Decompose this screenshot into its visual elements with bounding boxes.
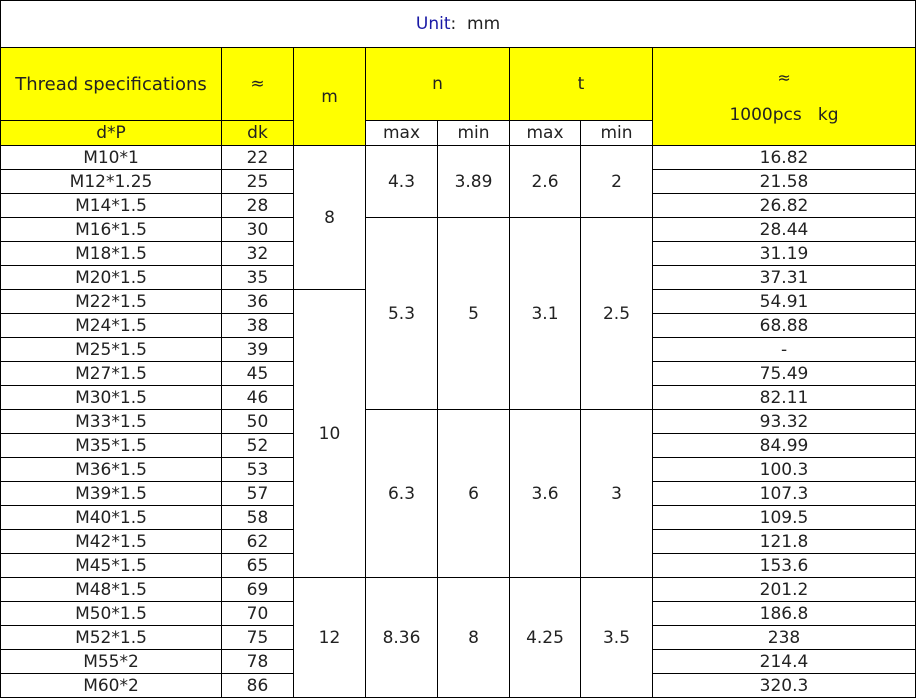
thread-spec-cell: M36*1.5 bbox=[1, 458, 222, 482]
header-row-1 bbox=[1, 48, 916, 121]
dk-cell: 22 bbox=[222, 146, 294, 170]
n-min-cell: 6 bbox=[438, 410, 510, 578]
t-min-header: min bbox=[581, 121, 653, 146]
n-min-header: min bbox=[438, 121, 510, 146]
weight-cell: 153.6 bbox=[653, 554, 916, 578]
dk-cell: 70 bbox=[222, 602, 294, 626]
n-max-cell: 4.3 bbox=[366, 146, 438, 218]
weight-cell: 54.91 bbox=[653, 290, 916, 314]
weight-cell: 82.11 bbox=[653, 386, 916, 410]
thread-spec-cell: M16*1.5 bbox=[1, 218, 222, 242]
dk-cell: 62 bbox=[222, 530, 294, 554]
dk-header: dk bbox=[222, 121, 294, 146]
weight-cell: 100.3 bbox=[653, 458, 916, 482]
table-row bbox=[1, 578, 916, 602]
unit-row bbox=[1, 1, 916, 48]
unit-cell bbox=[1, 1, 916, 48]
n-min-cell: 8 bbox=[438, 578, 510, 698]
thread-spec-cell: M30*1.5 bbox=[1, 386, 222, 410]
n-max-header: max bbox=[366, 121, 438, 146]
thread-spec-cell: M14*1.5 bbox=[1, 194, 222, 218]
thread-spec-cell: M33*1.5 bbox=[1, 410, 222, 434]
thread-spec-cell: M12*1.25 bbox=[1, 170, 222, 194]
thread-spec-cell: M52*1.5 bbox=[1, 626, 222, 650]
thread-spec-cell: M40*1.5 bbox=[1, 506, 222, 530]
weight-cell: - bbox=[653, 338, 916, 362]
thread-spec-cell: M55*2 bbox=[1, 650, 222, 674]
thread-spec-header: Thread specifications bbox=[1, 48, 222, 121]
weight-cell: 238 bbox=[653, 626, 916, 650]
unit-separator: : bbox=[450, 14, 457, 34]
weight-cell: 214.4 bbox=[653, 650, 916, 674]
dk-cell: 58 bbox=[222, 506, 294, 530]
unit-label: Unit bbox=[415, 14, 451, 34]
weight-approx-symbol: ≈ bbox=[777, 68, 791, 87]
thread-spec-cell: M27*1.5 bbox=[1, 362, 222, 386]
dk-cell: 78 bbox=[222, 650, 294, 674]
dk-cell: 38 bbox=[222, 314, 294, 338]
thread-spec-cell: M48*1.5 bbox=[1, 578, 222, 602]
t-max-cell: 4.25 bbox=[510, 578, 581, 698]
t-min-cell: 2.5 bbox=[581, 218, 653, 410]
dk-cell: 35 bbox=[222, 266, 294, 290]
dk-cell: 46 bbox=[222, 386, 294, 410]
dk-cell: 69 bbox=[222, 578, 294, 602]
thread-spec-cell: M35*1.5 bbox=[1, 434, 222, 458]
n-min-cell: 5 bbox=[438, 218, 510, 410]
t-min-cell: 2 bbox=[581, 146, 653, 218]
n-max-cell: 8.36 bbox=[366, 578, 438, 698]
dp-header: d*P bbox=[1, 121, 222, 146]
t-header: t bbox=[510, 48, 653, 121]
thread-spec-cell: M39*1.5 bbox=[1, 482, 222, 506]
t-max-header: max bbox=[510, 121, 581, 146]
weight-cell: 84.99 bbox=[653, 434, 916, 458]
m-cell: 10 bbox=[294, 290, 366, 578]
thread-spec-cell: M22*1.5 bbox=[1, 290, 222, 314]
weight-cell: 107.3 bbox=[653, 482, 916, 506]
n-max-cell: 6.3 bbox=[366, 410, 438, 578]
thread-spec-cell: M10*1 bbox=[1, 146, 222, 170]
dk-cell: 39 bbox=[222, 338, 294, 362]
thread-spec-cell: M42*1.5 bbox=[1, 530, 222, 554]
dk-cell: 45 bbox=[222, 362, 294, 386]
thread-spec-cell: M25*1.5 bbox=[1, 338, 222, 362]
weight-cell: 31.19 bbox=[653, 242, 916, 266]
thread-spec-cell: M60*2 bbox=[1, 674, 222, 698]
m-header: m bbox=[294, 48, 366, 146]
table-row bbox=[1, 218, 916, 242]
weight-cell: 16.82 bbox=[653, 146, 916, 170]
weight-cell: 75.49 bbox=[653, 362, 916, 386]
weight-unit-label: 1000pcs kg bbox=[729, 105, 839, 125]
weight-cell: 28.44 bbox=[653, 218, 916, 242]
weight-cell: 68.88 bbox=[653, 314, 916, 338]
t-max-cell: 3.1 bbox=[510, 218, 581, 410]
weight-cell: 93.32 bbox=[653, 410, 916, 434]
dk-cell: 25 bbox=[222, 170, 294, 194]
thread-spec-cell: M24*1.5 bbox=[1, 314, 222, 338]
table-row bbox=[1, 146, 916, 170]
t-min-cell: 3.5 bbox=[581, 578, 653, 698]
weight-cell: 21.58 bbox=[653, 170, 916, 194]
dk-approx-header: ≈ bbox=[222, 48, 294, 121]
thread-spec-cell: M50*1.5 bbox=[1, 602, 222, 626]
t-min-cell: 3 bbox=[581, 410, 653, 578]
dk-cell: 57 bbox=[222, 482, 294, 506]
thread-spec-cell: M18*1.5 bbox=[1, 242, 222, 266]
dk-cell: 65 bbox=[222, 554, 294, 578]
weight-cell: 121.8 bbox=[653, 530, 916, 554]
dk-cell: 50 bbox=[222, 410, 294, 434]
dk-cell: 30 bbox=[222, 218, 294, 242]
dk-cell: 52 bbox=[222, 434, 294, 458]
weight-cell: 186.8 bbox=[653, 602, 916, 626]
n-min-cell: 3.89 bbox=[438, 146, 510, 218]
dk-cell: 28 bbox=[222, 194, 294, 218]
dk-cell: 32 bbox=[222, 242, 294, 266]
t-max-cell: 2.6 bbox=[510, 146, 581, 218]
weight-cell: 320.3 bbox=[653, 674, 916, 698]
m-cell: 12 bbox=[294, 578, 366, 698]
n-max-cell: 5.3 bbox=[366, 218, 438, 410]
dk-cell: 75 bbox=[222, 626, 294, 650]
table-row bbox=[1, 410, 916, 434]
dk-cell: 36 bbox=[222, 290, 294, 314]
dk-cell: 86 bbox=[222, 674, 294, 698]
dk-cell: 53 bbox=[222, 458, 294, 482]
weight-header bbox=[653, 48, 916, 146]
thread-spec-cell: M45*1.5 bbox=[1, 554, 222, 578]
t-max-cell: 3.6 bbox=[510, 410, 581, 578]
weight-cell: 26.82 bbox=[653, 194, 916, 218]
weight-cell: 109.5 bbox=[653, 506, 916, 530]
m-cell: 8 bbox=[294, 146, 366, 290]
n-header: n bbox=[366, 48, 510, 121]
weight-cell: 37.31 bbox=[653, 266, 916, 290]
thread-spec-cell: M20*1.5 bbox=[1, 266, 222, 290]
unit-value: mm bbox=[467, 14, 501, 34]
weight-cell: 201.2 bbox=[653, 578, 916, 602]
